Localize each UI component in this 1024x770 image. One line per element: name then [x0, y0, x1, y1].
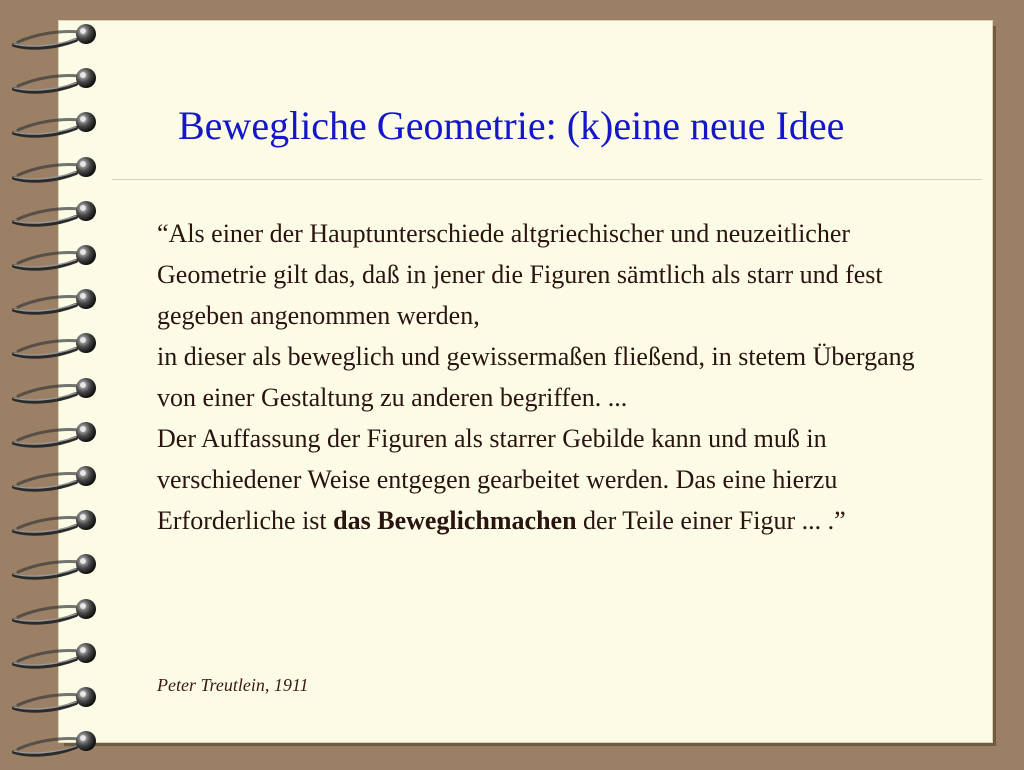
binding-ring-icon: [0, 589, 120, 633]
binding-ring-icon: [0, 633, 120, 677]
quote-paragraph-3: [157, 418, 927, 541]
attribution: Peter Treutlein, 1911: [157, 675, 309, 695]
binding-ring-icon: [0, 191, 120, 235]
binding-ring-icon: [0, 14, 120, 58]
binding-ring-icon: [0, 279, 120, 323]
binding-ring-icon: [0, 677, 120, 721]
title-divider: [112, 179, 982, 180]
spiral-binding: [0, 0, 120, 768]
binding-ring-icon: [0, 456, 120, 500]
quote-text-end: der Teile einer Figur ... .”: [576, 506, 846, 535]
binding-ring-icon: [0, 368, 120, 412]
quote-paragraph-1: “Als einer der Hauptunterschiede altgriechischer und neuzeitlicher Geometrie gilt das, daß in jener die Figuren sämtlich als starr und fest gegeben angenommen werden,: [157, 219, 883, 330]
quote-emphasis: das Beweglichmachen: [333, 506, 577, 535]
page-title: Bewegliche Geometrie: (k)eine neue Idee: [178, 103, 845, 148]
binding-ring-icon: [0, 235, 120, 279]
binding-ring-icon: [0, 412, 120, 456]
quote-paragraph-2: in dieser als beweglich und gewissermaßen fließend, in stetem Übergang von einer Gestaltung zu anderen begriffen. ...: [157, 342, 915, 412]
quote-text: Der Auffassung der Figuren als starrer Gebilde kann und muß in verschiedener Weise entgegen gearbeitet werden. Das eine hierzu Erforderliche ist: [157, 424, 838, 535]
binding-ring-icon: [0, 544, 120, 588]
binding-ring-icon: [0, 500, 120, 544]
quote-block: [157, 213, 927, 541]
binding-ring-icon: [0, 147, 120, 191]
binding-ring-icon: [0, 323, 120, 367]
binding-ring-icon: [0, 721, 120, 765]
binding-ring-icon: [0, 102, 120, 146]
binding-ring-icon: [0, 58, 120, 102]
